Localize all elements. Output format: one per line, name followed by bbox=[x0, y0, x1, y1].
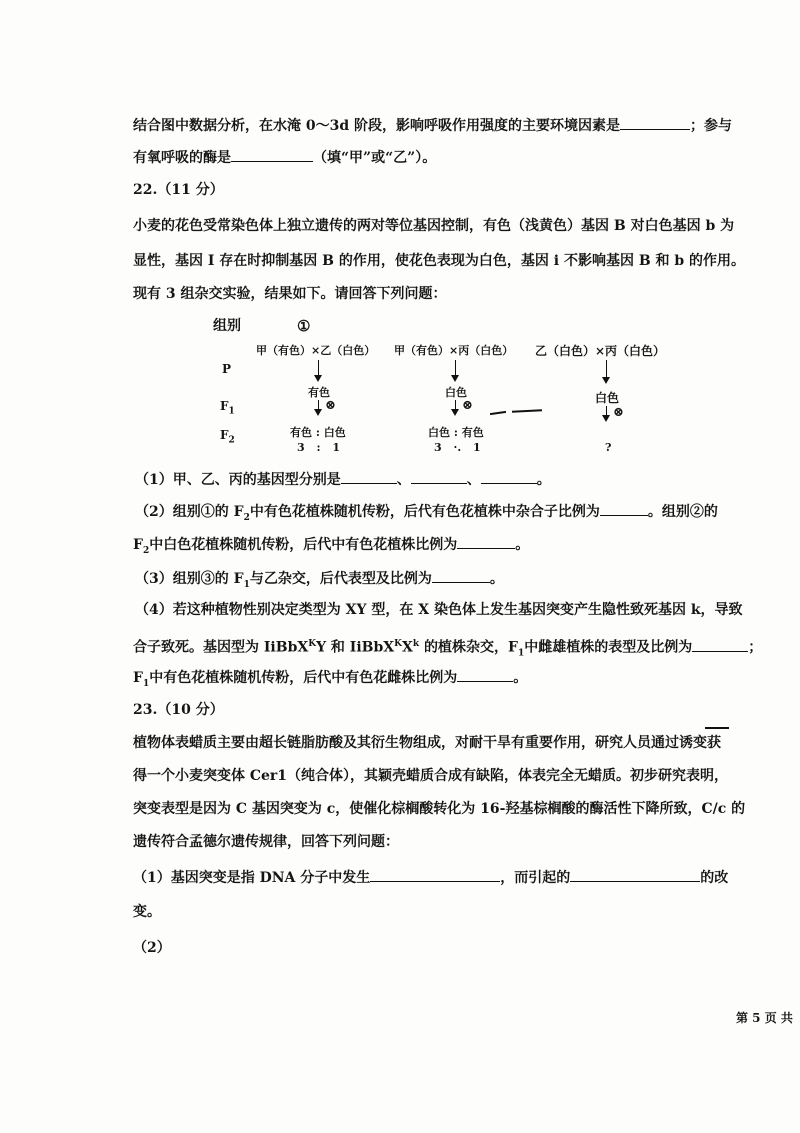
intro-line-1 bbox=[133, 116, 732, 136]
genotype-text: Y 和 IiBbX bbox=[316, 639, 395, 656]
cross-3-arrow-down bbox=[606, 360, 607, 382]
intro-line-2 bbox=[133, 148, 436, 168]
cross-1-arrow-self bbox=[318, 400, 319, 414]
question-2-line-1 bbox=[135, 502, 718, 528]
row-label-f2-sub: 2 bbox=[228, 435, 235, 446]
row-label-f1 bbox=[220, 398, 235, 419]
question-2-text: 。组别②的 bbox=[647, 504, 718, 520]
cross-1-f2-label: 有色 : 白色 bbox=[290, 426, 346, 439]
answer-blank[interactable] bbox=[231, 149, 313, 162]
cross-2-f1: 白色 bbox=[445, 386, 467, 399]
cross-2-arrow-self bbox=[455, 400, 456, 414]
subscript: 1 bbox=[517, 648, 525, 659]
question-4-line-1: （4）若这种植物性别决定类型为 XY 型，在 X 染色体上发生基因突变产生隐性致死基因 k，导致 bbox=[135, 602, 743, 618]
superscript: k bbox=[412, 639, 420, 649]
separator: 、 bbox=[396, 472, 411, 488]
cross-1-f2-ratio: 3 : 1 bbox=[297, 441, 341, 454]
cross-1-parents: 甲（有色）×乙（白色） bbox=[256, 344, 376, 357]
q22-paragraph-line: 显性，基因 I 存在时抑制基因 B 的作用，使花色表现为白色，基因 i 不影响基因 B 和 b 的作用。 bbox=[133, 253, 746, 269]
answer-blank[interactable] bbox=[481, 471, 537, 484]
cross-3-f1: 白色 bbox=[595, 391, 620, 405]
genotype-text: 合子致死。基因型为 IiBbX bbox=[133, 639, 309, 656]
question-2-text: 中白色花植株随机传粉，后代中有色花植株比例为 bbox=[149, 537, 458, 553]
answer-blank[interactable] bbox=[570, 869, 700, 882]
subscript: 1 bbox=[142, 678, 150, 689]
separator: 、 bbox=[466, 472, 481, 488]
q22-paragraph-line: 现有 3 组杂交实验，结果如下。请回答下列问题： bbox=[133, 286, 447, 302]
question-4-text: 中雌雄植株的表型及比例为 bbox=[524, 639, 693, 656]
answer-blank[interactable] bbox=[600, 503, 648, 516]
self-cross-icon: ⊗ bbox=[462, 398, 473, 413]
q22-paragraph-line: 小麦的花色受常染色体上独立遗传的两对等位基因控制，有色（浅黄色）基因 B 对白色基因 b 为 bbox=[133, 218, 735, 234]
period: 。 bbox=[515, 537, 530, 553]
question-3-text: 与乙杂交，后代表型及比例为 bbox=[249, 571, 432, 587]
question-4-text: 的植株杂交，F bbox=[419, 639, 518, 656]
hand-mark bbox=[512, 409, 542, 413]
q23-paragraph-line: 突变表型是因为 C 基因突变为 c，使催化棕榈酸转化为 16-羟基棕榈酸的酶活性下降所致，C/c 的 bbox=[133, 801, 746, 817]
answer-blank[interactable] bbox=[432, 570, 490, 583]
row-label-f2 bbox=[220, 427, 235, 448]
genotype-text: X bbox=[401, 639, 413, 656]
cross-1-arrow-down bbox=[318, 360, 319, 380]
intro-line-1-end: ；参与 bbox=[690, 118, 733, 134]
hand-mark bbox=[705, 727, 729, 729]
question-2-line-2 bbox=[133, 535, 529, 561]
question-4-line-2 bbox=[133, 634, 762, 663]
hand-mark bbox=[490, 411, 506, 415]
question-3-text: （3）组别③的 F bbox=[135, 571, 244, 587]
subscript: 1 bbox=[243, 579, 250, 590]
self-cross-icon: ⊗ bbox=[325, 398, 336, 413]
page-number: 第 5 页 共 bbox=[736, 1011, 793, 1025]
answer-blank[interactable] bbox=[457, 669, 513, 682]
answer-blank[interactable] bbox=[341, 471, 397, 484]
f-label: F bbox=[133, 670, 143, 686]
cross-2-f2-ratio: 3 ·. 1 bbox=[434, 441, 481, 454]
q23-paragraph-line: 植物体表蜡质主要由超长链脂肪酸及其衍生物组成，对耐干旱有重要作用，研究人员通过诱变获 bbox=[133, 735, 721, 751]
q23-header: 23.（10 分） bbox=[133, 702, 224, 718]
question-1-text: （1）甲、乙、丙的基因型分别是 bbox=[135, 472, 341, 488]
question-4-line-3 bbox=[133, 668, 527, 694]
q23-question-1-text: 的改 bbox=[700, 870, 729, 886]
answer-blank[interactable] bbox=[370, 869, 500, 882]
self-cross-icon: ⊗ bbox=[613, 405, 624, 420]
group-1-number: ① bbox=[297, 317, 311, 335]
group-label: 组别 bbox=[213, 318, 241, 334]
period: 。 bbox=[513, 670, 528, 686]
intro-line-2-text: 有氧呼吸的酶是 bbox=[133, 150, 231, 166]
row-label-f1-main: F bbox=[220, 399, 229, 413]
subscript: 2 bbox=[243, 512, 250, 523]
punctuation: ； bbox=[748, 639, 763, 656]
question-2-text: （2）组别①的 F bbox=[135, 504, 244, 520]
cross-3-arrow-self bbox=[606, 406, 607, 420]
question-2-text: 中有色花植株随机传粉，后代有色花植株中杂合子比例为 bbox=[249, 504, 600, 520]
cross-3-parents: 乙（白色）×丙（白色） bbox=[535, 344, 666, 358]
superscript: K bbox=[394, 639, 402, 649]
intro-line-2-end: （填“甲”或“乙”）。 bbox=[313, 150, 437, 166]
question-4-text: 中有色花植株随机传粉，后代中有色花雌株比例为 bbox=[149, 670, 458, 686]
subscript: 2 bbox=[142, 545, 150, 556]
q23-question-2: （2） bbox=[133, 940, 171, 956]
q23-question-1-text: ，而引起的 bbox=[500, 870, 571, 886]
answer-blank[interactable] bbox=[620, 117, 690, 130]
cross-3-f2: ? bbox=[605, 441, 612, 454]
cross-2-f2-label: 白色 : 有色 bbox=[428, 426, 484, 439]
cross-2-arrow-down bbox=[455, 360, 456, 380]
answer-blank[interactable] bbox=[457, 536, 515, 549]
f-label: F bbox=[133, 537, 143, 553]
cross-1-f1: 有色 bbox=[308, 386, 330, 399]
answer-blank[interactable] bbox=[411, 471, 467, 484]
q23-paragraph-line: 得一个小麦突变体 Cer1（纯合体），其颖壳蜡质合成有缺陷，体表完全无蜡质。初步研究表明， bbox=[133, 768, 729, 784]
superscript: K bbox=[308, 639, 317, 649]
question-3 bbox=[135, 569, 504, 595]
row-label-f1-sub: 1 bbox=[228, 406, 235, 417]
row-label-p: P bbox=[222, 362, 232, 376]
intro-line-1-text: 结合图中数据分析，在水淹 0～3d 阶段，影响呼吸作用强度的主要环境因素是 bbox=[133, 118, 621, 134]
q23-question-1-text: （1）基因突变是指 DNA 分子中发生 bbox=[133, 870, 371, 886]
period: 。 bbox=[536, 472, 551, 488]
row-label-f2-main: F bbox=[220, 428, 229, 442]
period: 。 bbox=[489, 571, 504, 587]
q23-paragraph-line: 遗传符合孟德尔遗传规律，回答下列问题： bbox=[133, 834, 399, 850]
q23-question-1-line-2: 变。 bbox=[133, 904, 161, 920]
cross-2-parents: 甲（有色）×丙（白色） bbox=[394, 344, 514, 357]
q22-header: 22.（11 分） bbox=[133, 182, 224, 198]
question-1 bbox=[135, 470, 551, 490]
q23-question-1 bbox=[133, 868, 728, 888]
answer-blank[interactable] bbox=[692, 639, 748, 652]
